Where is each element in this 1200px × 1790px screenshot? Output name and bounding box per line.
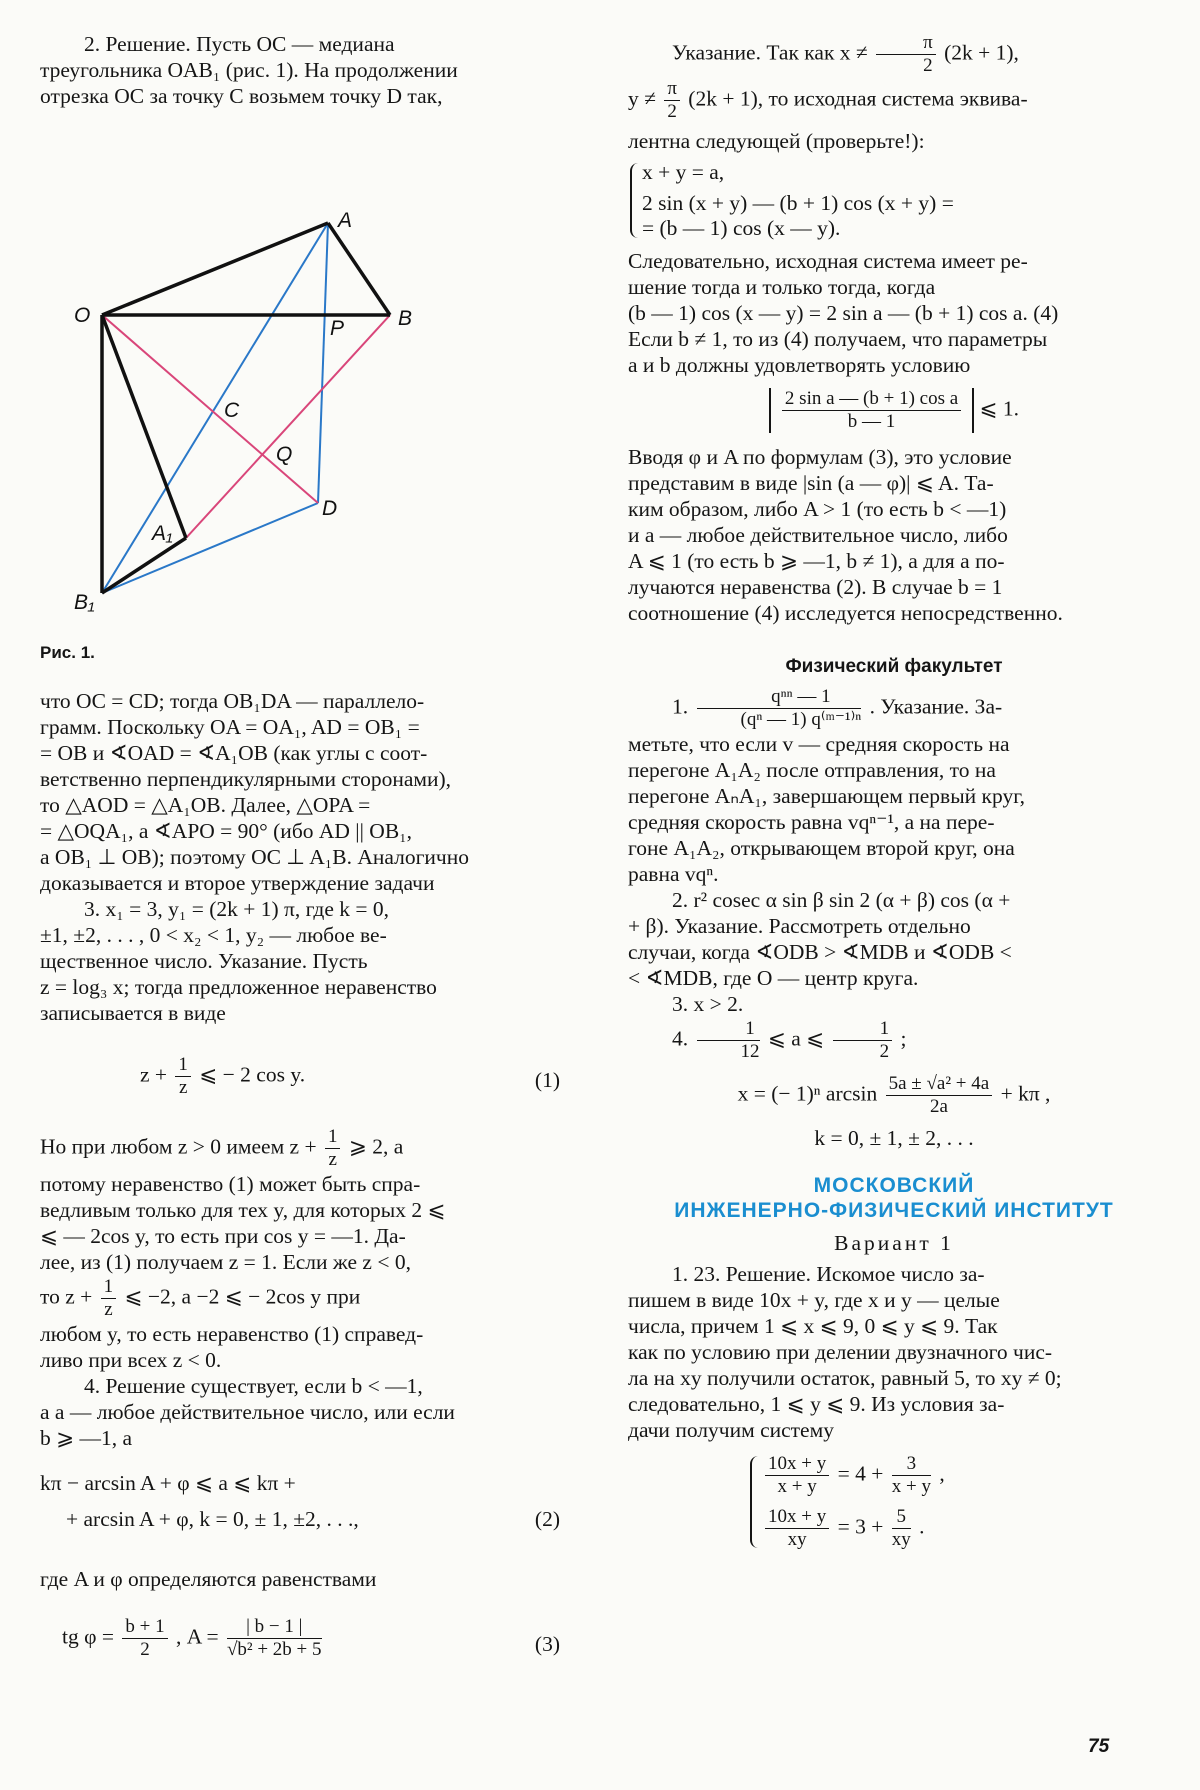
- frac-den: 2: [667, 101, 677, 122]
- text-line-fraction: [40, 1276, 560, 1321]
- text-line: то △AOD = △A₁OB. Далее, △OPA =: [40, 793, 371, 817]
- frac-num: 1: [697, 1018, 760, 1041]
- text-line: где A и φ определяются равенствами: [40, 1567, 377, 1591]
- solution-4-end: [628, 445, 1160, 626]
- physics-answer-1: [628, 686, 1160, 731]
- section-heading-physics: Физический факультет: [785, 656, 1003, 677]
- text-run: ,: [939, 1461, 945, 1486]
- text-run: ⩽ a ⩽: [767, 1026, 825, 1051]
- text-line: = OB и ∢OAD = ∢A₁OB (как углы с соот-: [40, 741, 428, 765]
- text-line: ливо при всех z < 0.: [40, 1348, 222, 1372]
- eq2-tag: (2): [534, 1507, 560, 1531]
- frac-den: z: [328, 1149, 337, 1170]
- text-line: как по условию при делении двузначного чис-: [628, 1340, 1053, 1364]
- figure-caption: Рис. 1.: [40, 643, 95, 662]
- text-run: (2k + 1),: [944, 40, 1019, 65]
- label-d: D: [322, 497, 338, 520]
- text-line: z = log₃ x; тогда предложенное неравенство: [40, 975, 437, 999]
- text-line: любом y, то есть неравенство (1) справед-: [40, 1322, 424, 1346]
- line-o-a1: [102, 315, 186, 538]
- text-run: = 3 +: [837, 1514, 884, 1539]
- text-line: шение тогда и только тогда, когда: [628, 275, 936, 299]
- text-line: лентна следующей (проверьте!):: [628, 129, 925, 153]
- label-q: Q: [276, 443, 293, 466]
- text-run: 4.: [672, 1026, 689, 1051]
- frac-den: b — 1: [847, 411, 896, 432]
- label-p: P: [330, 317, 345, 340]
- label-a: A: [338, 209, 353, 232]
- text-line: доказывается и второе утверждение задачи: [40, 871, 435, 895]
- left-column: [40, 32, 560, 1680]
- frac-num: 1: [833, 1018, 893, 1041]
- text-line: Вводя φ и A по формулам (3), это условие: [628, 445, 1012, 469]
- frac-num: | b − 1 |: [227, 1616, 322, 1639]
- frac-num: 10x + y: [765, 1453, 829, 1476]
- text-line: k = 0, ± 1, ± 2, . . .: [814, 1126, 974, 1150]
- frac-num: π: [664, 78, 680, 101]
- text-run: y ≠: [628, 86, 656, 111]
- text-run: 1.: [672, 694, 689, 719]
- text-run: ⩾ 2, а: [348, 1134, 404, 1159]
- frac-den: 2a: [929, 1096, 948, 1117]
- text-line: представим в виде |sin (a — φ)| ⩽ A. Та-: [628, 471, 994, 495]
- text-run: , A =: [175, 1624, 219, 1649]
- text-line: ведливым только для тех y, для которых 2 ⩽: [40, 1198, 446, 1222]
- frac-den: 2: [879, 1041, 890, 1062]
- text-line: метьте, что если v — средняя скорость на: [628, 732, 1010, 756]
- text-line: а a — любое действительное число, или если: [40, 1400, 455, 1424]
- eq3-tag: (3): [534, 1632, 560, 1656]
- label-b: B: [398, 307, 413, 330]
- eq1-den: z: [178, 1077, 188, 1098]
- text-line: случаи, когда ∢ODB > ∢MDB и ∢ODB <: [628, 940, 1012, 964]
- text-line: равна vqⁿ.: [628, 862, 719, 886]
- text-line: Если b ≠ 1, то из (4) получаем, что параметры: [628, 327, 1048, 351]
- variant-heading: Вариант 1: [834, 1231, 954, 1255]
- text-line: следовательно, 1 ⩽ y ⩽ 9. Из условия за-: [628, 1392, 1005, 1416]
- text-line-fraction: [628, 32, 1160, 77]
- text-line: треугольника OAB₁ (рис. 1). На продолжении: [40, 58, 458, 82]
- text-line: гоне A₁A₂, открывающем второй круг, она: [628, 836, 1015, 860]
- text-run: x = (− 1)ⁿ arcsin: [737, 1081, 878, 1106]
- text-line: a и b должны удовлетворять условию: [628, 353, 971, 377]
- eq1-tag: (1): [534, 1068, 560, 1092]
- system-line: = (b — 1) cos (x — y).: [642, 216, 841, 240]
- frac-num: 5: [892, 1506, 911, 1529]
- text-run: . Указание. За-: [869, 694, 1003, 719]
- frac-num: 5a ± √a² + 4a: [886, 1073, 993, 1096]
- system-line: [762, 1506, 1160, 1551]
- right-column: [628, 32, 1160, 1551]
- frac-num: 2 sin a — (b + 1) cos a: [782, 388, 961, 411]
- label-a1: A₁: [152, 522, 173, 545]
- inequality-abs: [628, 388, 1160, 433]
- text-line: A ⩽ 1 (то есть b ⩾ —1, b ≠ 1), а для a по-: [628, 549, 1005, 573]
- text-line: ла на xy получили остаток, равный 5, то xy ≠ 0;: [628, 1366, 1062, 1390]
- label-c: C: [224, 399, 240, 422]
- eq1-rhs: ⩽ − 2 cos y.: [199, 1062, 306, 1087]
- equation-1: [40, 1040, 560, 1122]
- text-line: щественное число. Указание. Пусть: [40, 949, 368, 973]
- text-line: что OC = CD; тогда OB₁DA — параллело-: [40, 689, 425, 713]
- system-line: 2 sin (x + y) — (b + 1) cos (x + y) =: [642, 191, 954, 215]
- text-line: + β). Указание. Рассмотреть отдельно: [628, 914, 971, 938]
- line-a-d: [318, 223, 328, 503]
- eq2-line1: kπ − arcsin A + φ ⩽ a ⩽ kπ +: [40, 1471, 296, 1495]
- text-line: < ∢MDB, где O — центр круга.: [628, 966, 919, 990]
- eq1-lhs: z +: [140, 1062, 168, 1087]
- eq1-num: 1: [175, 1054, 191, 1077]
- solution-4: [40, 1374, 560, 1451]
- text-run: ;: [900, 1026, 907, 1051]
- line-o-a: [102, 223, 328, 315]
- text-run: + kπ ,: [1000, 1081, 1051, 1106]
- text-line-fraction: [40, 1126, 560, 1171]
- text-run: ⩽ 1.: [979, 396, 1020, 421]
- institute-heading-line2: ИНЖЕНЕРНО-ФИЗИЧЕСКИЙ ИНСТИТУТ: [674, 1199, 1114, 1222]
- frac-num: 1: [325, 1126, 341, 1149]
- text-line-fraction: [628, 78, 1160, 123]
- text-line: потому неравенство (1) может быть спра-: [40, 1172, 421, 1196]
- frac-den: 12: [740, 1041, 760, 1062]
- solution-4-cont: [628, 249, 1160, 378]
- solution-3: [40, 897, 560, 1026]
- frac-den: 2: [140, 1639, 150, 1660]
- system-1: [628, 160, 1160, 241]
- text-run: то z +: [40, 1284, 93, 1309]
- line-a1-b1: [102, 538, 186, 593]
- text-line: ±1, ±2, . . . , 0 < x₂ < 1, y₂ — любое ве-: [40, 923, 387, 947]
- physics-answer-4-formula: [628, 1073, 1160, 1118]
- text-run: tg φ =: [62, 1624, 115, 1649]
- frac-num: b + 1: [122, 1616, 167, 1639]
- frac-den: √b² + 2b + 5: [226, 1639, 322, 1660]
- frac-num: π: [876, 32, 936, 55]
- equation-3: [40, 1610, 560, 1680]
- frac-num: qⁿⁿ — 1: [697, 686, 862, 709]
- line-b1-d: [102, 503, 318, 593]
- text-run: Указание. Так как x ≠: [672, 40, 868, 65]
- text-line: средняя скорость равна vqⁿ⁻¹, а на пере-: [628, 810, 995, 834]
- frac-den: x + y: [777, 1476, 817, 1497]
- frac-num: 10x + y: [765, 1506, 829, 1529]
- label-o: O: [74, 304, 91, 327]
- text-line: ветственно перпендикулярными сторонами),: [40, 767, 452, 791]
- text-line: ким образом, либо A > 1 (то есть b < —1): [628, 497, 1007, 521]
- solution-2-intro: [40, 32, 560, 109]
- text-line: 4. Решение существует, если b < —1,: [84, 1374, 423, 1398]
- text-line: 3. x₁ = 3, y₁ = (2k + 1) π, где k = 0,: [84, 897, 390, 921]
- page-number: 75: [1088, 1736, 1110, 1757]
- frac-den: xy: [891, 1529, 911, 1550]
- text-line: Следовательно, исходная система имеет ре-: [628, 249, 1028, 273]
- institute-heading-line1: МОСКОВСКИЙ: [813, 1174, 975, 1197]
- label-b1: B₁: [74, 591, 95, 614]
- physics-answer-4: [628, 1018, 1160, 1063]
- text-line: b ⩾ —1, а: [40, 1426, 133, 1450]
- frac-num: 3: [892, 1453, 931, 1476]
- line-a-b: [328, 223, 390, 315]
- text-line: 2. Решение. Пусть OC — медиана: [84, 32, 395, 56]
- text-run: .: [919, 1514, 925, 1539]
- system-line: x + y = a,: [642, 160, 725, 184]
- text-line: числа, причем 1 ⩽ x ⩽ 9, 0 ⩽ y ⩽ 9. Так: [628, 1314, 998, 1338]
- text-line: записывается в виде: [40, 1001, 226, 1025]
- text-line: лее, из (1) получаем z = 1. Если же z < 0,: [40, 1250, 411, 1274]
- equation-2: [40, 1471, 560, 1557]
- frac-den: (qⁿ — 1) q⁽ᵐ⁻¹⁾ⁿ: [740, 709, 862, 730]
- geometry-diagram: [40, 115, 560, 635]
- text-line: 3. x > 2.: [672, 992, 744, 1016]
- text-line: дачи получим систему: [628, 1418, 834, 1442]
- text-line: (b — 1) cos (x — y) = 2 sin a — (b + 1) cos a. (4): [628, 301, 1059, 325]
- text-run: (2k + 1), то исходная система эквива-: [688, 86, 1028, 111]
- text-line: 2. r² cosec α sin β sin 2 (α + β) cos (α +: [672, 888, 1011, 912]
- text-line: пишем в виде 10x + y, где x и y — целые: [628, 1288, 1000, 1312]
- text-line: а OB₁ ⊥ OB); поэтому OC ⊥ A₁B. Аналогично: [40, 845, 469, 869]
- system-2: [748, 1453, 1160, 1551]
- text-line: ⩽ — 2cos y, то есть при cos y = —1. Да-: [40, 1224, 406, 1248]
- solution-2-body: [40, 689, 560, 896]
- system-line: [762, 1453, 1160, 1498]
- line-a1-b: [186, 315, 390, 538]
- text-run: Но при любом z > 0 имеем z +: [40, 1134, 317, 1159]
- frac-den: 2: [923, 55, 933, 76]
- frac-den: xy: [787, 1529, 807, 1550]
- frac-den: x + y: [891, 1476, 931, 1497]
- text-run: ⩽ −2, а −2 ⩽ − 2cos y при: [124, 1284, 361, 1309]
- text-line: и a — любое действительное число, либо: [628, 523, 1008, 547]
- figure-1: [40, 115, 560, 635]
- text-run: = 4 +: [837, 1461, 884, 1486]
- line-o-d: [102, 315, 318, 503]
- frac-den: z: [104, 1299, 113, 1320]
- text-line: лучаются неравенства (2). В случае b = 1: [628, 575, 1003, 599]
- text-line: 1. 23. Решение. Искомое число за-: [672, 1262, 985, 1286]
- text-line: соотношение (4) исследуется непосредственно.: [628, 601, 1063, 625]
- text-line: перегоне A₁A₂ после отправления, то на: [628, 758, 996, 782]
- text-line: = △OQA₁, а ∢APO = 90° (ибо AD || OB₁,: [40, 819, 413, 843]
- frac-num: 1: [101, 1276, 117, 1299]
- text-line: грамм. Поскольку OA = OA₁, AD = OB₁ =: [40, 715, 420, 739]
- text-line: перегоне AₙA₁, завершающем первый круг,: [628, 784, 1025, 808]
- eq2-line2: + arcsin A + φ, k = 0, ± 1, ±2, . . .,: [66, 1507, 359, 1531]
- text-line: отрезка OC за точку C возьмем точку D так,: [40, 84, 443, 108]
